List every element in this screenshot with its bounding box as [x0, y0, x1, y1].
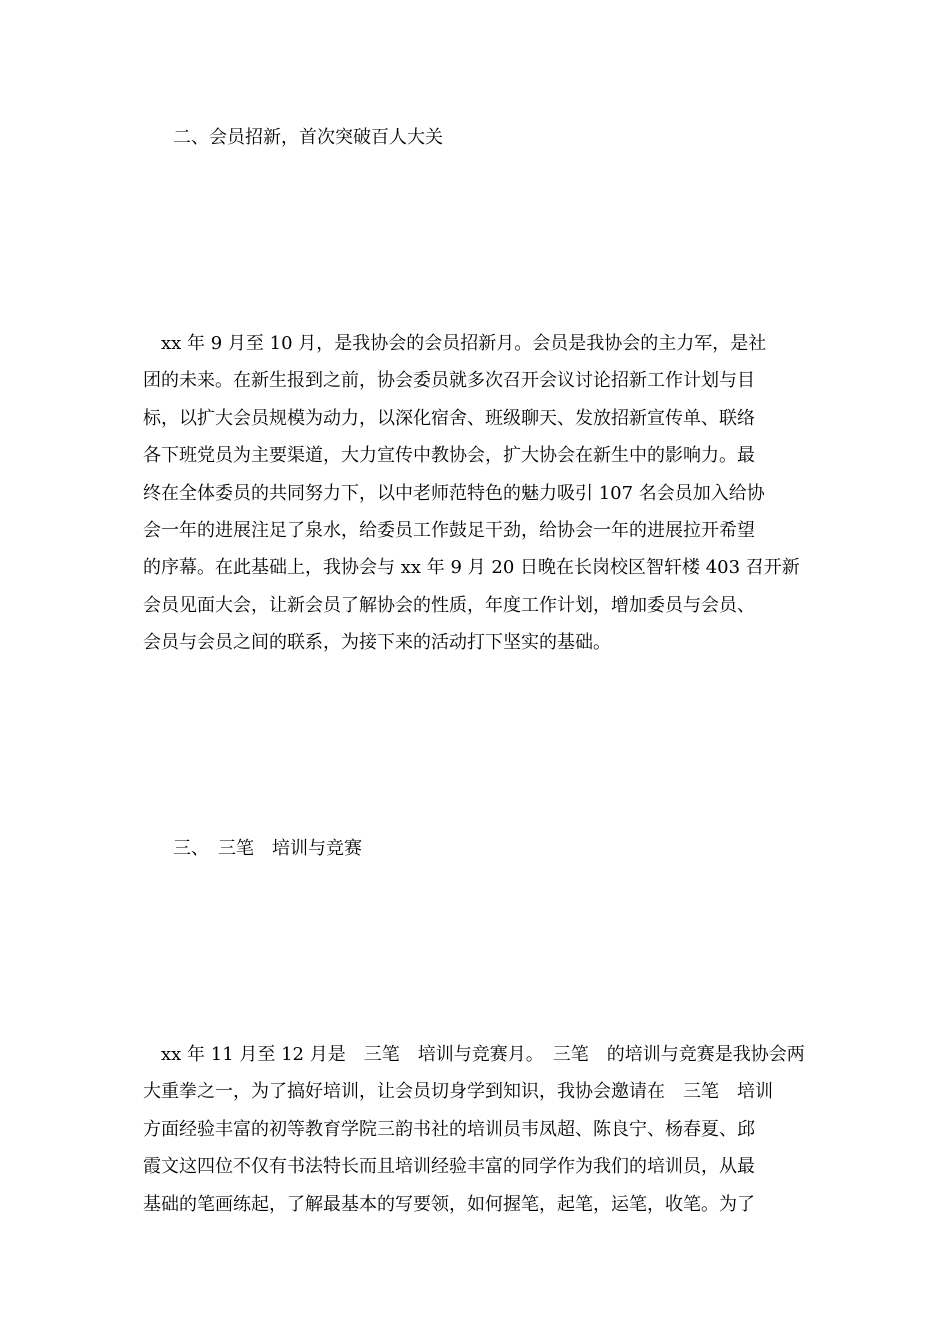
section-heading-calligraphy-training: 三、 三笔 培训与竞赛 — [173, 838, 362, 859]
section-heading-recruitment: 二、会员招新，首次突破百人大关 — [173, 127, 443, 148]
paragraph-line: 大重拳之一，为了搞好培训，让会员切身学到知识，我协会邀请在 三笔 培训 — [143, 1081, 773, 1103]
paragraph-line: 会一年的进展注足了泉水，给委员工作鼓足干劲，给协会一年的进展拉开希望 — [143, 520, 755, 542]
paragraph-line: xx 年 9 月至 10 月，是我协会的会员招新月。会员是我协会的主力军，是社 — [143, 333, 767, 354]
paragraph-line: 终在全体委员的共同努力下，以中老师范特色的魅力吸引 107 名会员加入给协 — [143, 482, 765, 504]
paragraph-line: 的序幕。在此基础上，我协会与 xx 年 9 月 20 日晚在长岗校区智轩楼 403 召开新 — [143, 557, 800, 579]
paragraph-line: 标，以扩大会员规模为动力，以深化宿舍、班级聊天、发放招新宣传单、联络 — [143, 407, 755, 429]
paragraph-line: 会员见面大会，让新会员了解协会的性质，年度工作计划，增加委员与会员、 — [143, 594, 755, 616]
paragraph-line: 基础的笔画练起，了解最基本的写要领，如何握笔，起笔，运笔，收笔。为了 — [143, 1193, 755, 1215]
paragraph-line: 团的未来。在新生报到之前，协会委员就多次召开会议讨论招新工作计划与目 — [143, 370, 755, 392]
paragraph-line: 各下班党员为主要渠道，大力宣传中教协会，扩大协会在新生中的影响力。最 — [143, 445, 755, 467]
section-paragraph-calligraphy-training — [143, 1036, 813, 1223]
paragraph-line: 会员与会员之间的联系，为接下来的活动打下坚实的基础。 — [143, 632, 611, 654]
paragraph-line: xx 年 11 月至 12 月是 三笔 培训与竞赛月。 三笔 的培训与竞赛是我协会两 — [143, 1044, 805, 1065]
section-paragraph-recruitment — [143, 325, 813, 662]
paragraph-line: 霞文这四位不仅有书法特长而且培训经验丰富的同学作为我们的培训员，从最 — [143, 1156, 755, 1178]
paragraph-line: 方面经验丰富的初等教育学院三韵书社的培训员韦凤超、陈良宁、杨春夏、邱 — [143, 1118, 755, 1140]
